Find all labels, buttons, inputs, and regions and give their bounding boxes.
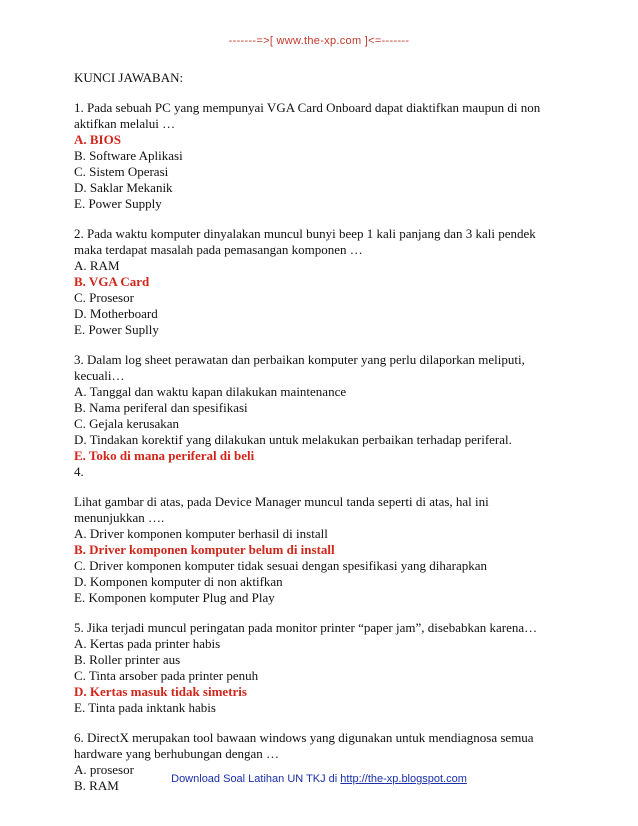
answer-option: B. Software Aplikasi xyxy=(74,148,183,163)
answer-option: D. Saklar Mekanik xyxy=(74,180,173,195)
answer-option: A. Tanggal dan waktu kapan dilakukan maintenance xyxy=(74,384,347,399)
question-3 xyxy=(74,352,554,480)
correct-answer: B. VGA Card xyxy=(74,274,150,289)
question-4 xyxy=(74,494,554,606)
answer-option: C. Sistem Operasi xyxy=(74,164,169,179)
question-text-line: 1. Pada sebuah PC yang mempunyai VGA Card Onboard dapat diaktifkan maupun di non xyxy=(74,100,541,115)
answer-option: B. Nama periferal dan spesifikasi xyxy=(74,400,248,415)
answer-option: C. Tinta arsober pada printer penuh xyxy=(74,668,259,683)
question-text-line: 6. DirectX merupakan tool bawaan windows yang digunakan untuk mendiagnosa semua xyxy=(74,730,534,745)
question-5 xyxy=(74,620,554,716)
answer-option: C. Prosesor xyxy=(74,290,134,305)
question-text-line: kecuali… xyxy=(74,368,125,383)
question-text-line: menunjukkan …. xyxy=(74,510,165,525)
answer-option: E. Tinta pada inktank habis xyxy=(74,700,216,715)
answer-option: B. Roller printer aus xyxy=(74,652,181,667)
answer-option: E. Power Supply xyxy=(74,196,162,211)
question-1 xyxy=(74,100,554,212)
answer-option: D. Komponen komputer di non aktifkan xyxy=(74,574,283,589)
correct-answer: B. Driver komponen komputer belum di install xyxy=(74,542,335,557)
answer-option: D. Tindakan korektif yang dilakukan untuk melakukan perbaikan terhadap periferal. xyxy=(74,432,512,447)
answer-option: C. Gejala kerusakan xyxy=(74,416,180,431)
answer-option: A. prosesor xyxy=(74,762,134,777)
question-text-line: aktifkan melalui … xyxy=(74,116,176,131)
answer-option: D. Motherboard xyxy=(74,306,158,321)
answer-option: B. RAM xyxy=(74,778,119,793)
footer-link[interactable]: http://the-xp.blogspot.com xyxy=(340,773,467,785)
question-text-line: 3. Dalam log sheet perawatan dan perbaikan komputer yang perlu dilaporkan meliputi, xyxy=(74,352,525,367)
document-title: KUNCI JAWABAN: xyxy=(74,70,184,85)
question-number: 4. xyxy=(74,464,84,479)
answer-option: A. Driver komponen komputer berhasil di install xyxy=(74,526,328,541)
answer-option: C. Driver komponen komputer tidak sesuai dengan spesifikasi yang diharapkan xyxy=(74,558,488,573)
question-text-line: hardware yang berhubungan dengan … xyxy=(74,746,280,761)
correct-answer: A. BIOS xyxy=(74,132,121,147)
answer-key-content xyxy=(74,70,554,794)
question-text-line: 5. Jika terjadi muncul peringatan pada monitor printer “paper jam”, disebabkan karena… xyxy=(74,620,538,635)
question-text-line: Lihat gambar di atas, pada Device Manager muncul tanda seperti di atas, hal ini xyxy=(74,494,489,509)
correct-answer: E. Toko di mana periferal di beli xyxy=(74,448,255,463)
question-text-line: 2. Pada waktu komputer dinyalakan muncul bunyi beep 1 kali panjang dan 3 kali pendek xyxy=(74,226,536,241)
question-text-line: maka terdapat masalah pada pemasangan komponen … xyxy=(74,242,363,257)
page-footer xyxy=(0,773,638,785)
answer-option: E. Komponen komputer Plug and Play xyxy=(74,590,275,605)
footer-text: Download Soal Latihan UN TKJ di xyxy=(171,773,341,785)
answer-option: A. RAM xyxy=(74,258,120,273)
answer-option: E. Power Suplly xyxy=(74,322,159,337)
page-header: -------=>[ www.the-xp.com ]<=------- xyxy=(228,35,410,47)
correct-answer: D. Kertas masuk tidak simetris xyxy=(74,684,247,699)
question-2 xyxy=(74,226,554,338)
answer-option: A. Kertas pada printer habis xyxy=(74,636,221,651)
